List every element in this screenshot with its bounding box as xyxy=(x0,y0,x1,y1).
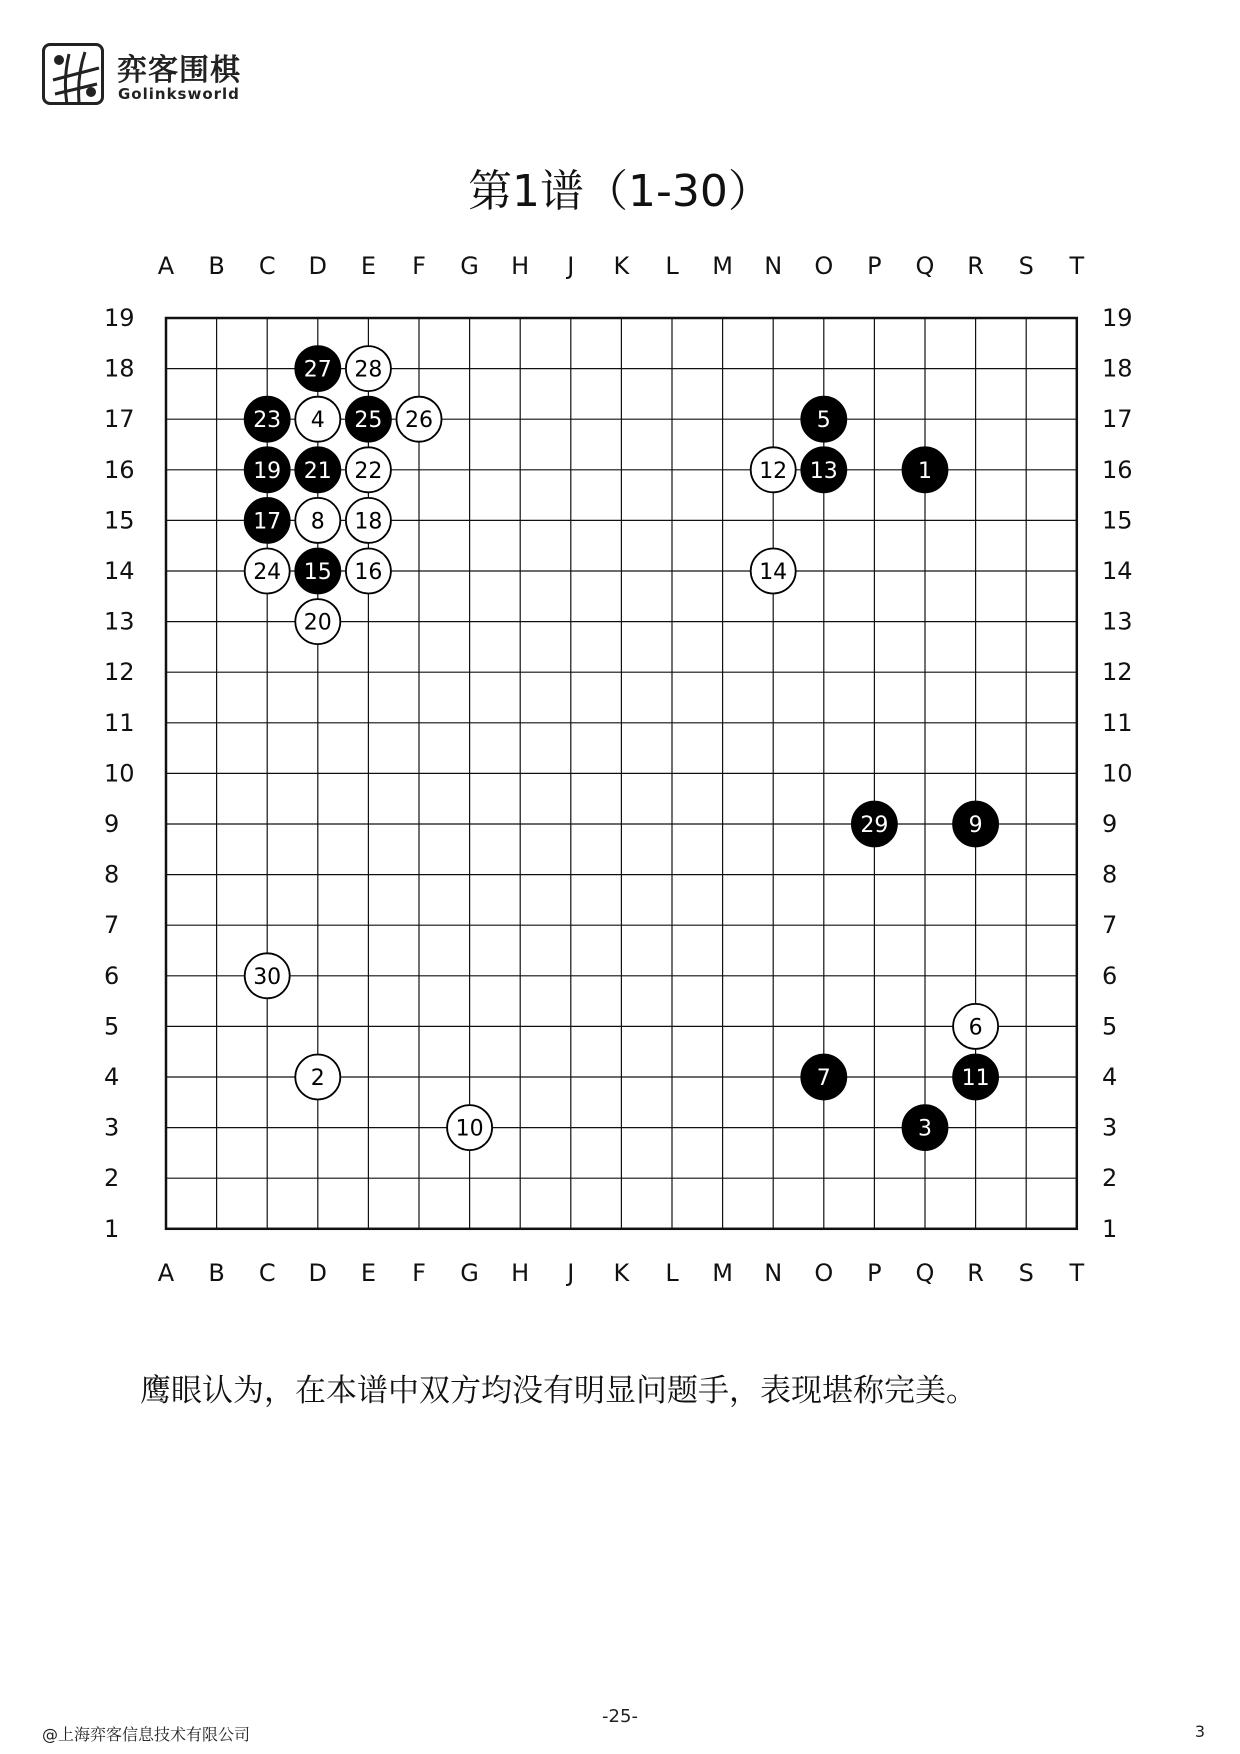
move-number: 23 xyxy=(253,408,282,434)
white-stone xyxy=(295,498,340,543)
row-label-left: 3 xyxy=(104,1113,120,1142)
row-label-left: 4 xyxy=(104,1063,120,1091)
move-number: 11 xyxy=(961,1066,990,1091)
column-label-bottom: P xyxy=(867,1258,882,1287)
move-number: 20 xyxy=(303,610,332,636)
column-label-bottom: F xyxy=(412,1258,426,1287)
column-label-bottom: D xyxy=(308,1258,328,1287)
black-stone xyxy=(245,397,290,442)
white-stone xyxy=(346,447,391,492)
row-label-left: 5 xyxy=(104,1012,120,1041)
footer-page-number: 3 xyxy=(1194,1722,1205,1741)
row-label-right: 2 xyxy=(1102,1164,1118,1193)
column-label-top: J xyxy=(567,252,575,280)
white-stone xyxy=(346,549,391,594)
row-label-right: 10 xyxy=(1102,759,1133,788)
white-stone xyxy=(295,599,340,644)
column-label-top: D xyxy=(308,252,328,280)
row-label-right: 18 xyxy=(1102,354,1133,383)
column-label-bottom: E xyxy=(360,1258,376,1287)
row-label-left: 11 xyxy=(104,708,135,737)
row-label-left: 12 xyxy=(104,658,135,687)
move-number: 12 xyxy=(759,458,788,484)
column-label-top: N xyxy=(764,252,783,280)
footer-page-label: -25- xyxy=(602,1706,638,1727)
row-label-right: 17 xyxy=(1102,405,1133,434)
column-label-top: Q xyxy=(915,252,935,280)
row-label-right: 4 xyxy=(1102,1063,1118,1091)
row-label-left: 17 xyxy=(104,405,135,434)
column-label-top: C xyxy=(258,252,276,280)
move-number: 13 xyxy=(809,458,838,484)
column-label-top: A xyxy=(157,252,175,280)
white-stone xyxy=(295,397,340,442)
row-label-left: 8 xyxy=(104,860,120,889)
move-number: 26 xyxy=(405,408,433,434)
black-stone xyxy=(346,397,391,442)
move-number: 27 xyxy=(303,357,332,383)
black-stone xyxy=(245,447,290,492)
commentary-text: 鹰眼认为，在本谱中双方均没有明显问题手，表现堪称完美。 xyxy=(140,1373,977,1409)
move-number: 24 xyxy=(253,560,282,585)
row-label-right: 12 xyxy=(1102,658,1133,687)
move-number: 29 xyxy=(860,813,889,838)
black-stone xyxy=(245,498,290,543)
row-label-right: 7 xyxy=(1102,911,1118,940)
page-title: 第1谱（1-30） xyxy=(468,166,772,217)
black-stone xyxy=(953,802,998,847)
white-stone xyxy=(295,1055,340,1100)
black-stone xyxy=(953,1055,998,1100)
black-stone xyxy=(852,802,897,847)
move-number: 19 xyxy=(253,458,282,484)
column-label-top: K xyxy=(613,252,630,280)
white-stone xyxy=(346,346,391,391)
row-label-left: 7 xyxy=(104,911,120,940)
white-stone xyxy=(245,549,290,594)
white-stone xyxy=(751,447,796,492)
white-stone xyxy=(245,953,290,998)
row-label-left: 16 xyxy=(104,455,135,484)
row-label-right: 11 xyxy=(1102,708,1133,737)
move-number: 4 xyxy=(310,408,325,434)
move-number: 16 xyxy=(354,560,383,585)
row-label-right: 6 xyxy=(1102,961,1118,990)
column-label-bottom: T xyxy=(1069,1258,1085,1287)
logo-english-name: Golinksworld xyxy=(118,85,240,103)
white-stone xyxy=(447,1105,492,1150)
row-label-left: 2 xyxy=(104,1164,120,1193)
column-label-bottom: L xyxy=(665,1258,679,1287)
row-label-right: 5 xyxy=(1102,1012,1118,1041)
black-stone xyxy=(903,1105,948,1150)
black-stone xyxy=(801,447,846,492)
column-label-bottom: H xyxy=(511,1258,530,1287)
column-label-top: T xyxy=(1069,252,1085,280)
row-label-right: 8 xyxy=(1102,860,1118,889)
row-label-right: 19 xyxy=(1102,304,1133,332)
column-label-bottom: G xyxy=(460,1258,479,1287)
row-label-left: 6 xyxy=(104,961,120,990)
row-label-right: 1 xyxy=(1102,1214,1118,1243)
row-label-left: 1 xyxy=(104,1214,120,1243)
row-label-left: 19 xyxy=(104,304,135,332)
move-number: 30 xyxy=(253,964,282,990)
row-label-right: 14 xyxy=(1102,557,1133,585)
column-label-top: S xyxy=(1018,252,1034,280)
move-number: 18 xyxy=(354,509,383,535)
column-label-top: L xyxy=(665,252,679,280)
logo-chinese-name: 弈客围棋 xyxy=(117,53,241,88)
black-stone xyxy=(903,447,948,492)
move-number: 21 xyxy=(303,458,332,484)
row-label-left: 13 xyxy=(104,607,135,636)
row-label-right: 15 xyxy=(1102,506,1133,535)
move-number: 6 xyxy=(968,1015,983,1041)
column-label-bottom: M xyxy=(712,1258,733,1287)
column-label-bottom: B xyxy=(208,1258,225,1287)
row-label-left: 18 xyxy=(104,354,135,383)
column-label-top: M xyxy=(712,252,733,280)
move-number: 25 xyxy=(354,408,383,434)
column-label-top: G xyxy=(460,252,479,280)
white-stone xyxy=(397,397,442,442)
move-number: 5 xyxy=(816,408,831,434)
column-label-bottom: R xyxy=(967,1258,984,1287)
move-number: 28 xyxy=(354,357,383,383)
row-label-left: 9 xyxy=(104,810,120,838)
move-number: 3 xyxy=(918,1116,932,1142)
white-stone xyxy=(953,1004,998,1049)
black-stone xyxy=(295,447,340,492)
column-label-top: O xyxy=(814,252,834,280)
black-stone xyxy=(295,549,340,594)
move-number: 1 xyxy=(918,458,932,484)
white-stone xyxy=(346,498,391,543)
move-number: 7 xyxy=(816,1066,831,1091)
row-label-left: 15 xyxy=(104,506,135,535)
black-stone xyxy=(295,346,340,391)
column-label-bottom: S xyxy=(1018,1258,1034,1287)
move-number: 14 xyxy=(759,560,788,585)
move-number: 8 xyxy=(310,509,325,535)
black-stone xyxy=(801,397,846,442)
column-label-bottom: O xyxy=(814,1258,834,1287)
move-number: 9 xyxy=(968,813,983,838)
black-stone xyxy=(801,1055,846,1100)
row-label-left: 14 xyxy=(104,557,135,585)
footer-company: @上海弈客信息技术有限公司 xyxy=(42,1725,251,1744)
white-stone xyxy=(751,549,796,594)
column-label-top: F xyxy=(412,252,426,280)
move-number: 10 xyxy=(455,1116,484,1142)
row-label-right: 16 xyxy=(1102,455,1133,484)
column-label-bottom: Q xyxy=(915,1258,935,1287)
row-label-left: 10 xyxy=(104,759,135,788)
move-number: 2 xyxy=(310,1066,325,1091)
column-label-bottom: A xyxy=(157,1258,175,1287)
column-label-top: P xyxy=(867,252,882,280)
column-label-top: H xyxy=(511,252,530,280)
column-label-top: B xyxy=(208,252,225,280)
row-label-right: 13 xyxy=(1102,607,1133,636)
column-label-bottom: C xyxy=(258,1258,276,1287)
column-label-bottom: J xyxy=(567,1258,575,1287)
row-label-right: 9 xyxy=(1102,810,1118,838)
move-number: 17 xyxy=(253,509,282,535)
column-label-bottom: N xyxy=(764,1258,783,1287)
column-label-bottom: K xyxy=(613,1258,630,1287)
move-number: 22 xyxy=(354,458,383,484)
column-label-top: R xyxy=(967,252,984,280)
move-number: 15 xyxy=(303,560,332,585)
column-label-top: E xyxy=(360,252,376,280)
row-label-right: 3 xyxy=(1102,1113,1118,1142)
